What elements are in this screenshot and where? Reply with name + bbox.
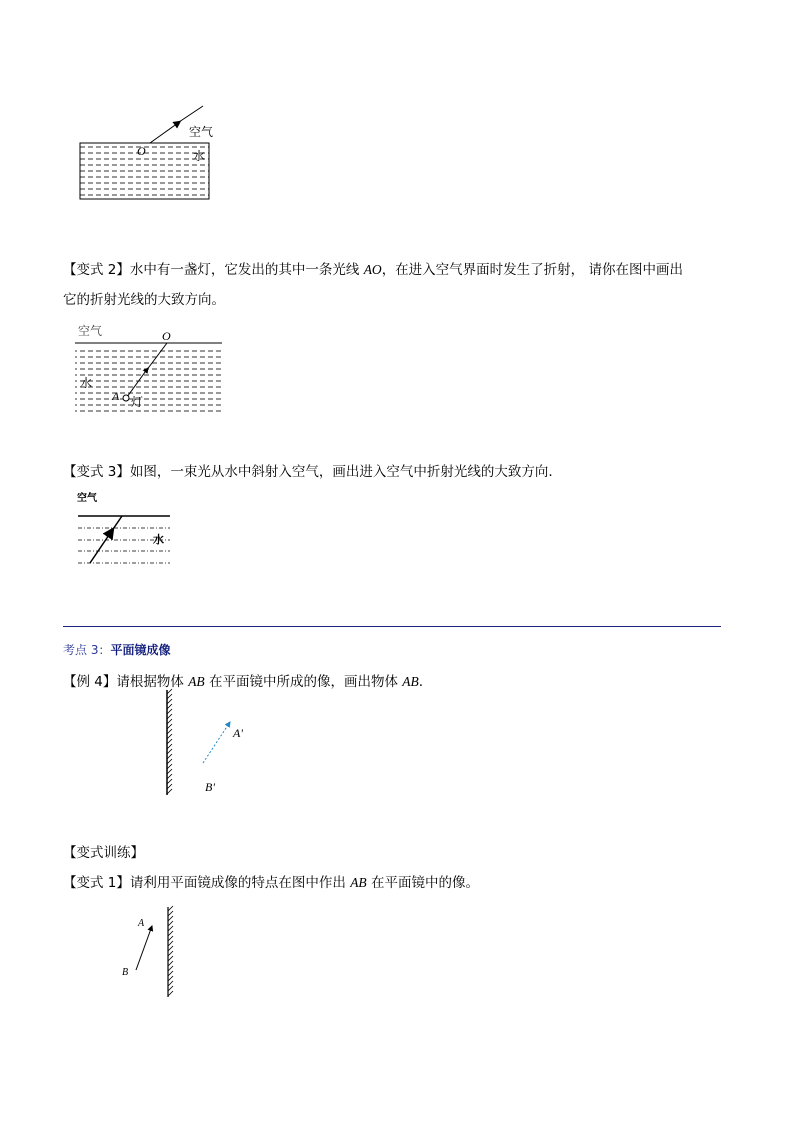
- training-heading: 【变式训练】: [63, 845, 144, 861]
- q3-text: 【变式 3】如图，一束光从水中斜射入空气，画出进入空气中折射光线的大致方向.: [63, 464, 553, 480]
- fig1-air-label: 空气: [189, 125, 214, 139]
- fig4-a-prime: A': [233, 726, 243, 740]
- section-divider: [63, 626, 721, 627]
- q2-line1: 【变式 2】水中有一盏灯，它发出的其中一条光线 AO，在进入空气界面时发生了折射， 请你在图中画出: [63, 262, 683, 278]
- section-heading: 考点 3：平面镜成像: [63, 643, 171, 657]
- q2-line2: 它的折射光线的大致方向。: [63, 292, 225, 308]
- fig3-air-label: 空气: [77, 493, 97, 504]
- fig5-b: B: [122, 967, 129, 978]
- figure4-mirror: [167, 689, 230, 795]
- v1-text: 【变式 1】请利用平面镜成像的特点在图中作出 AB 在平面镜中的像。: [63, 875, 479, 891]
- fig4-b-prime: B': [205, 780, 215, 794]
- fig2-point-a: A: [112, 389, 120, 403]
- fig1-point-o: O: [137, 144, 146, 158]
- figure2-water: [75, 343, 222, 412]
- fig2-lamp-label: 灯: [131, 395, 144, 409]
- fig2-water-label: 水: [80, 376, 93, 390]
- ex4-text: 【例 4】请根据物体 AB 在平面镜中所成的像，画出物体 AB.: [63, 674, 424, 690]
- fig5-a: A: [138, 918, 145, 929]
- fig2-point-o: O: [162, 329, 171, 343]
- fig3-water-label: 水: [153, 533, 164, 546]
- fig2-air-label: 空气: [78, 324, 103, 338]
- fig1-water-label: 水: [193, 149, 206, 163]
